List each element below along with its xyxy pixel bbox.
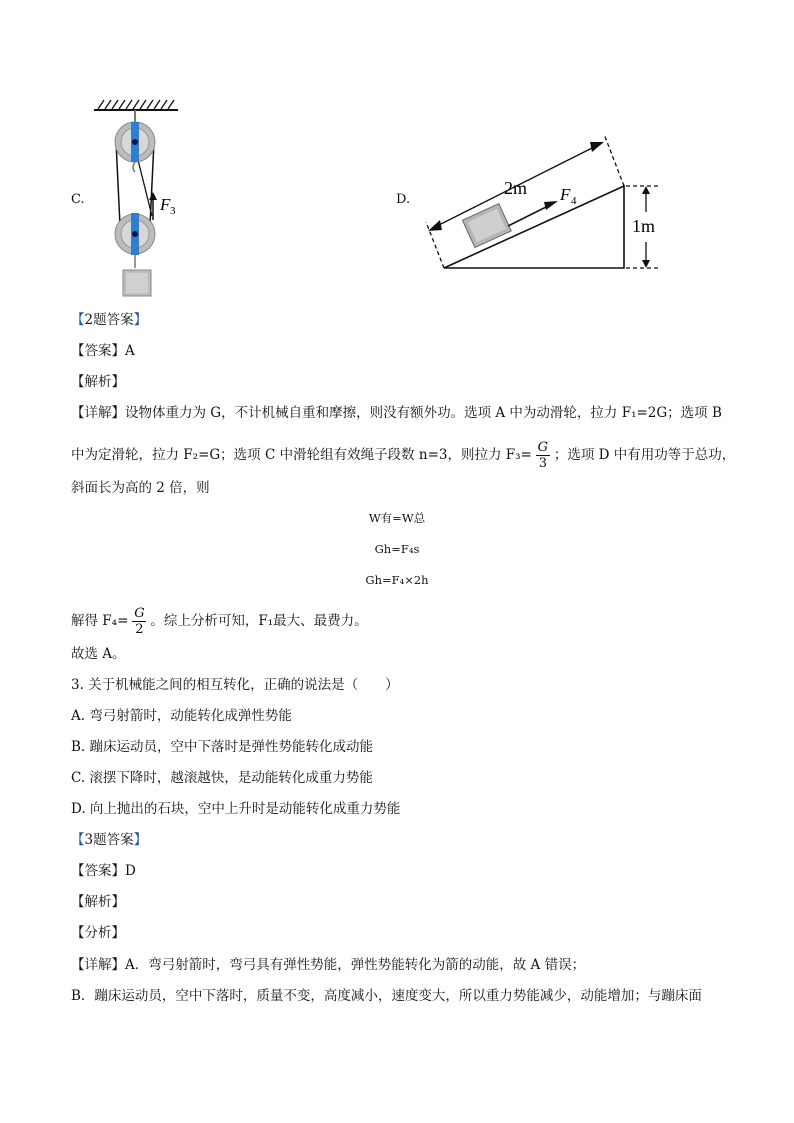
figure-d-label: D. [396, 192, 411, 207]
q2-answer-heading: 【2题答案】 [71, 312, 148, 328]
q3-fenxi-heading: 【分析】 [71, 925, 125, 941]
q3-detail-line-2: B．蹦床运动员，空中下落时，质量不变，高度减小，速度变大，所以重力势能减少，动能增加；与蹦床面 [71, 988, 702, 1004]
q3-option-a: A. 弯弓射箭时，动能转化成弹性势能 [71, 708, 292, 724]
q3-option-b: B. 蹦床运动员，空中下落时是弹性势能转化成动能 [71, 739, 374, 755]
q2-analysis-heading: 【解析】 [71, 374, 125, 390]
fraction-g-over-2: $\frac{G}{2}$ [134, 606, 145, 637]
q2-detail-line-2: 中为定滑轮，拉力 F₂=G；选项 C 中滑轮组有效绳子段数 n=3，则拉力 F₃= $\frac{G}{3}$ ；选项 D 中有用功等于总功， [71, 440, 736, 471]
q3-answer: 【答案】D [71, 863, 136, 879]
equation-3: Gh=F₄×2h [365, 573, 429, 587]
q2-solve-line: 解得 F₄= $\frac{G}{2}$ 。综上分析可知，F₁最大、最费力。 [71, 606, 368, 637]
q2-conclusion: 故选 A。 [71, 646, 126, 662]
q3-analysis-heading: 【解析】 [71, 894, 125, 910]
length-label: 2m [504, 178, 528, 198]
pulley-figure [90, 98, 200, 300]
equation-1: W有=W总 [368, 511, 426, 525]
q3-detail-line-1: 【详解】A．弯弓射箭时，弯弓具有弹性势能，弹性势能转化为箭的动能，故 A 错误； [71, 957, 586, 973]
q3-stem: 3. 关于机械能之间的相互转化，正确的说法是（ ） [71, 677, 399, 693]
equation-2: Gh=F₄s [374, 542, 420, 556]
force-f3-subscript: 3 [170, 205, 176, 217]
q3-answer-heading: 【3题答案】 [71, 832, 148, 848]
force-f3-label: F [160, 195, 171, 214]
q2-detail-line-1: 【详解】设物体重力为 G，不计机械自重和摩擦，则没有额外功。选项 A 中为动滑轮，拉力 F₁=2G；选项 B [71, 405, 722, 421]
height-label: 1m [632, 216, 656, 236]
q2-answer: 【答案】A [71, 343, 135, 359]
fraction-g-over-3: $\frac{G}{3}$ [537, 440, 549, 471]
incline-figure [416, 124, 676, 274]
force-f4-label: F [560, 185, 571, 204]
q2-detail-line-3: 斜面长为高的 2 倍，则 [71, 480, 210, 496]
q3-option-d: D. 向上抛出的石块，空中上升时是动能转化成重力势能 [71, 801, 401, 817]
force-f4-subscript: 4 [571, 195, 577, 207]
figure-c-label: C. [71, 192, 85, 207]
q3-option-c: C. 滚摆下降时，越滚越快，是动能转化成重力势能 [71, 770, 373, 786]
